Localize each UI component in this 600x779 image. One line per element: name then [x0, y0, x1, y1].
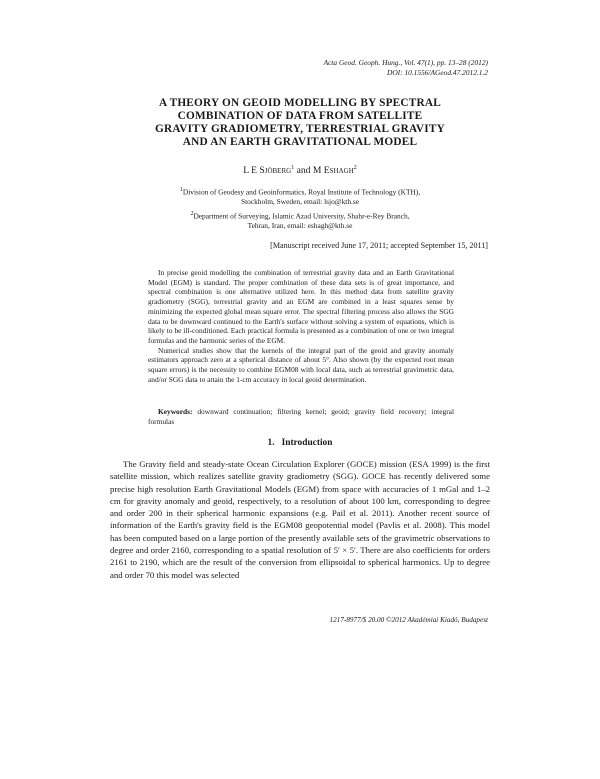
keywords-text: downward continuation; filtering kernel; geoid; gravity field recovery; integral formulas — [148, 407, 454, 426]
keywords-label: Keywords: — [158, 407, 193, 416]
author-1-surname: Sjöberg — [259, 165, 292, 177]
author-1-mark: 1 — [291, 165, 295, 171]
keywords — [148, 407, 454, 427]
affiliation-mark: 2 — [190, 211, 194, 217]
title-line: AND AN EARTH GRAVITATIONAL MODEL — [182, 136, 418, 148]
manuscript-dates: [Manuscript received June 17, 2011; accepted September 15, 2011] — [270, 241, 488, 250]
title-line: A THEORY ON GEOID MODELLING BY SPECTRAL — [159, 97, 441, 109]
affiliation-line: Tehran, Iran, email: eshagh@kth.se — [247, 221, 353, 231]
authors — [110, 165, 490, 176]
intro-body — [110, 458, 490, 581]
author-2-initials: M — [312, 165, 324, 177]
affiliation-mark: 1 — [179, 187, 183, 193]
title-line: GRAVITY GRADIOMETRY, TERRESTRIAL GRAVITY — [155, 123, 445, 135]
affiliation-line: Division of Geodesy and Geoinformatics, Royal Institute of Technology (KTH), — [182, 187, 421, 197]
paper-title — [110, 97, 490, 149]
affiliation-line: Department of Surveying, Islamic Azad University, Shahr-e-Rey Branch, — [193, 211, 410, 221]
intro-paragraph: The Gravity field and steady-state Ocean Circulation Explorer (GOCE) mission (ESA 1999) is the first satellite mission, which realizes satellite gravity gradiometry (SGG). GOCE has recently delivered some precise high resolution Earth Gravitational Models (EGM) from space with accuracies of 1 mGal and 1–2 cm for gravity anomaly and geoid, respectively, to a resolution of about 100 km, corresponding to degree and order 200 in their spherical harmonic expansions (e.g. Pail et al. 2011). Another recent source of information of the Earth's gravity field is the EGM08 geopotential model (Pavlis et al. 2008). This model has been computed based on a large portion of the presently available sets of the gravimetric observations to degree and order 2160, corresponding to a spatial resolution of 5′ × 5′. There are also coefficients for orders 2161 to 2190, which are the result of the conversion from ellipsoidal to spherical harmonics. Up to degree and order 70 this model was selected — [110, 459, 490, 580]
section-title: Introduction — [281, 438, 333, 448]
affiliation-2 — [150, 209, 450, 231]
abstract — [148, 268, 454, 384]
section-heading — [110, 438, 490, 448]
author-1-initials: L E — [243, 165, 260, 177]
abstract-paragraph: Numerical studies show that the kernels of the integral part of the geoid and gravity anomaly estimators approach zero at a spherical distance of about 5°. Also shown (by the expected root mean square errors) is the necessity to combine EGM08 with local data, such as terrestrial gravimetric data, and/or SGG data to attain the 1-cm accuracy in local geoid determination. — [148, 345, 454, 384]
author-2-surname: Eshagh — [323, 165, 354, 177]
title-line: COMBINATION OF DATA FROM SATELLITE — [177, 110, 423, 122]
abstract-paragraph: In precise geoid modelling the combination of terrestrial gravity data and an Earth Gravitational Model (EGM) is standard. The proper combination of these data sets is of great importance, and spectral combination is one alternative utilized here. In this method data from satellite gravity gradiometry (SGG), terrestrial gravity and an EGM are combined in a least squares sense by minimizing the expected global mean square error. The spectral filtering process also allows the SGG data to be downward continued to the Earth's surface without solving a system of equations, which is likely to be ill-conditioned. Each practical formula is presented as a combination of one or two integral formulas and the harmonic series of the EGM. — [148, 268, 454, 345]
author-conjunction: and — [294, 165, 313, 177]
affiliation-line: Stockholm, Sweden, email: lsjo@kth.se — [240, 197, 360, 207]
footer-copyright: 1217-8977/$ 20.00 ©2012 Akadémiai Kiadó, Budapest — [329, 616, 488, 624]
doi: DOI: 10.1556/AGeod.47.2012.1.2 — [387, 68, 488, 77]
section-number: 1. — [267, 438, 275, 448]
author-2-mark: 2 — [353, 165, 357, 171]
journal-citation: Acta Geod. Geoph. Hung., Vol. 47(1), pp. 13–28 (2012) — [323, 58, 488, 67]
affiliation-1 — [150, 185, 450, 207]
